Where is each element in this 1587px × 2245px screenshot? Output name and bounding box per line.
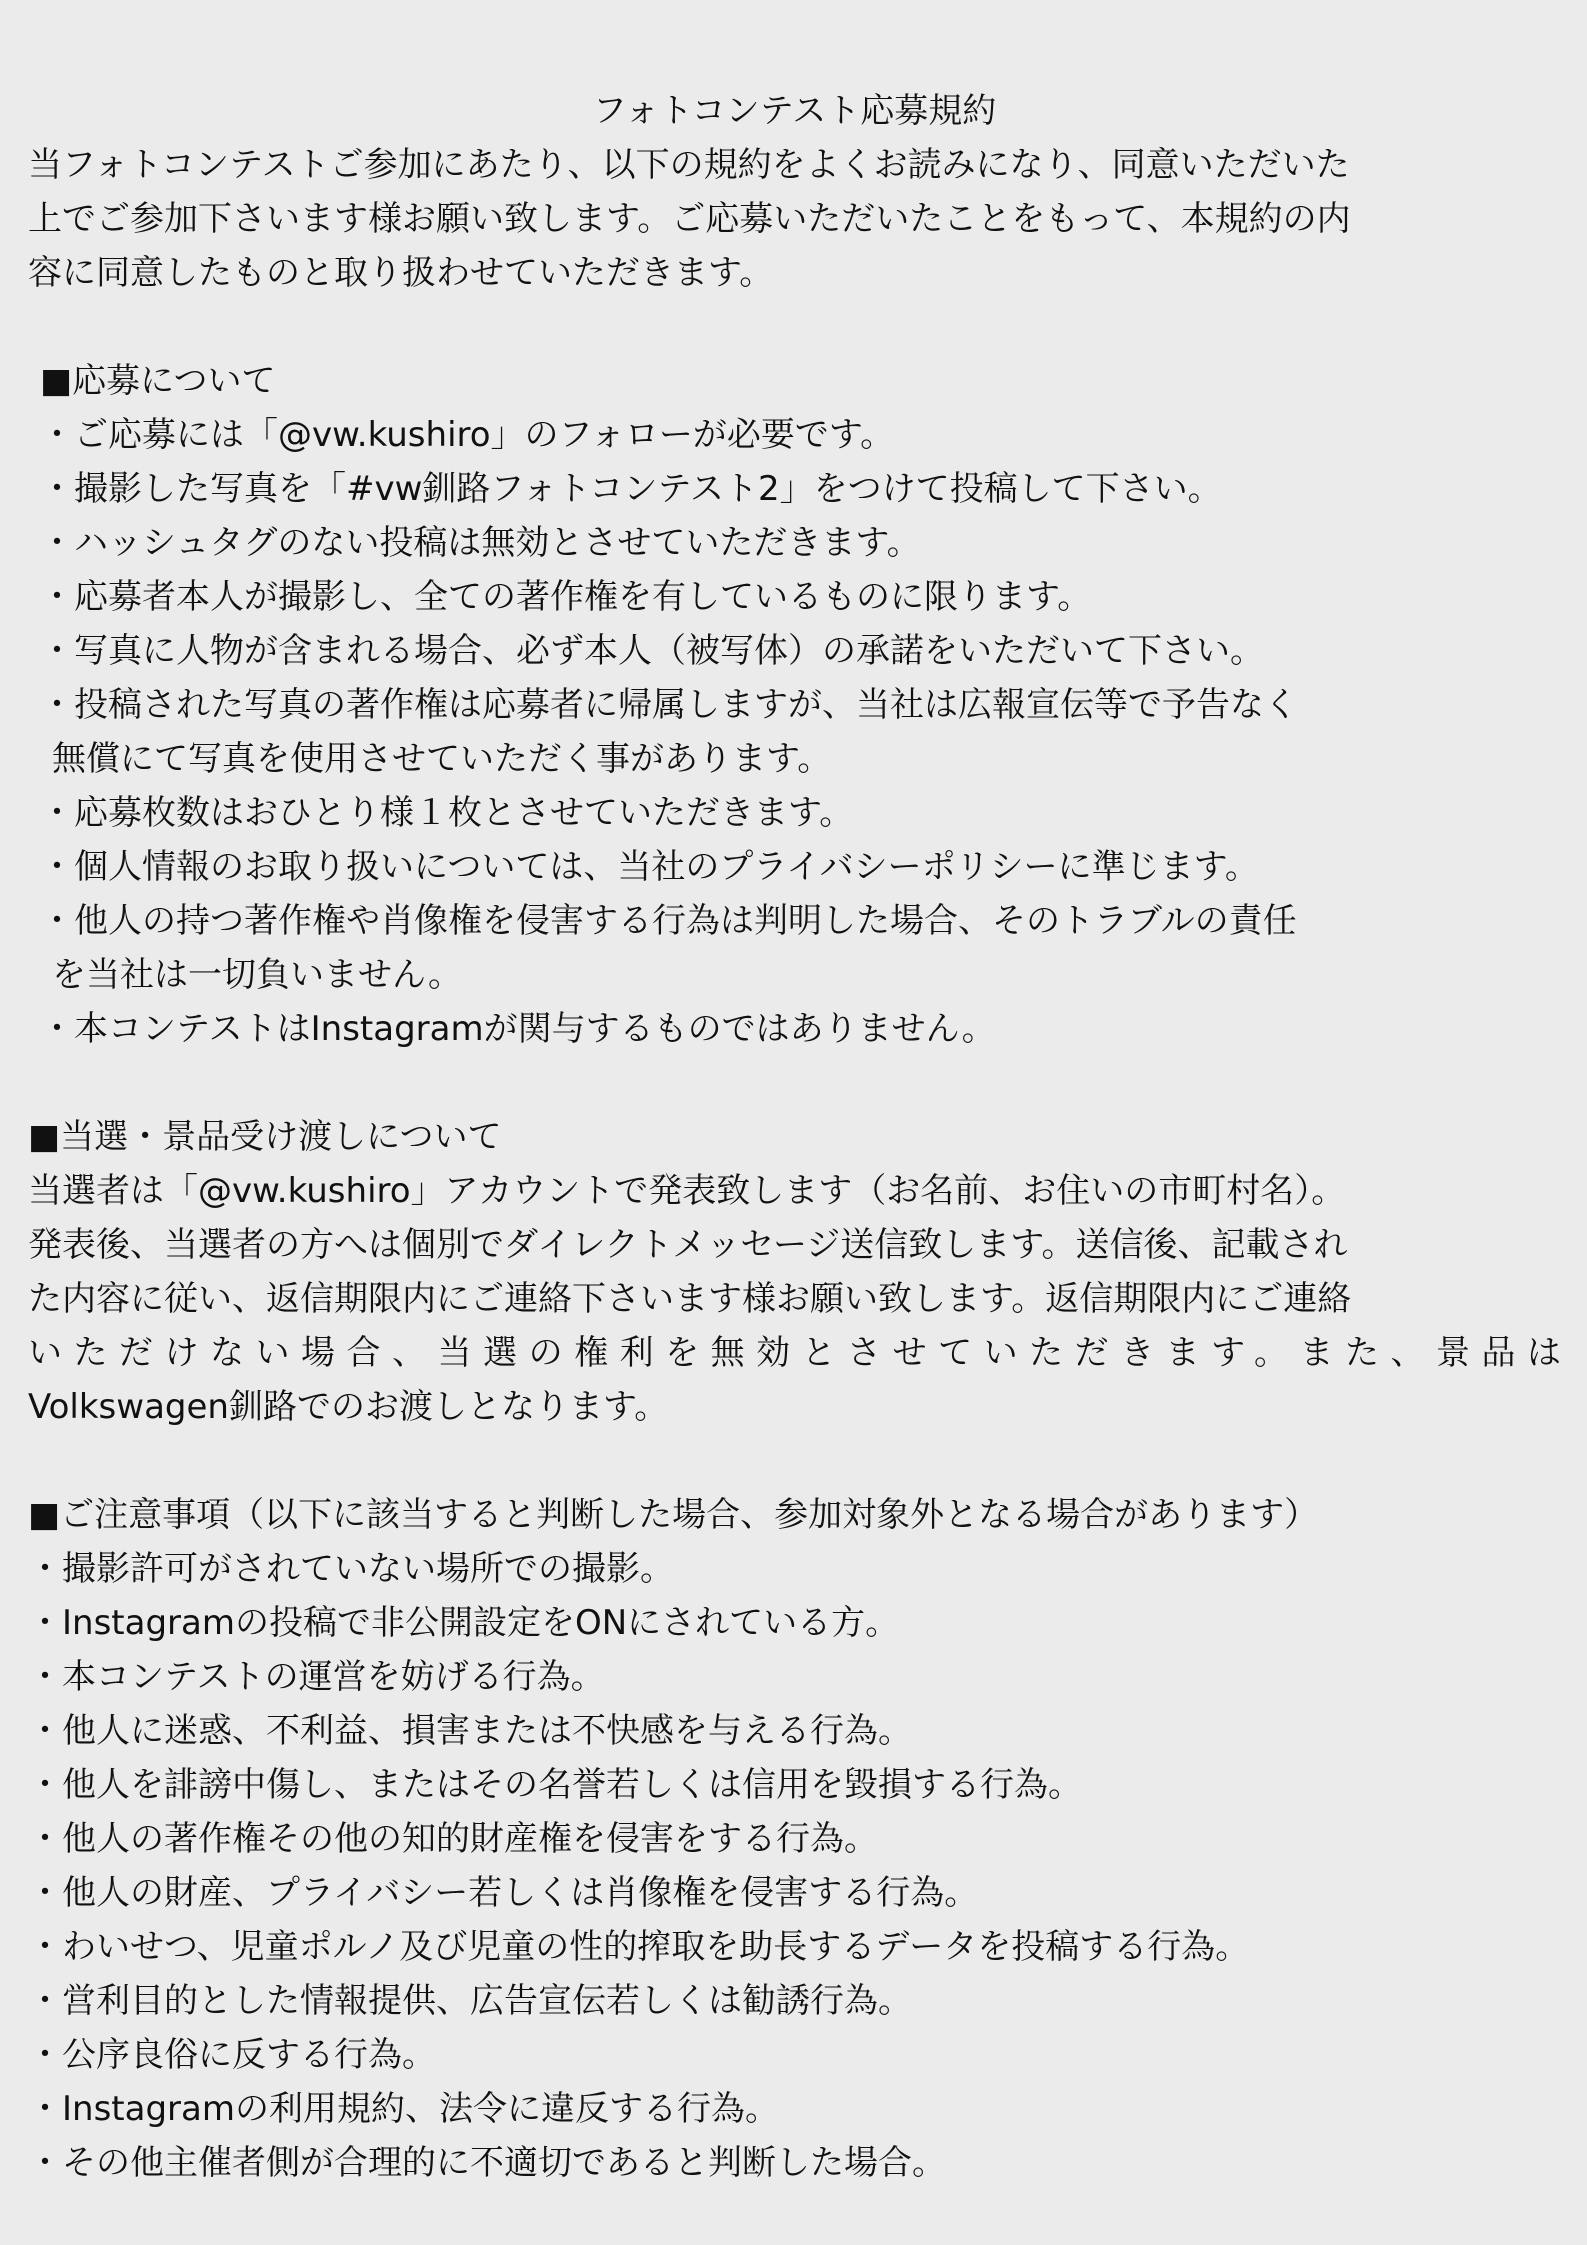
list-item: ・公序良俗に反する行為。 xyxy=(28,2035,436,2075)
section-winner xyxy=(28,1110,1561,1434)
list-item-text: ・ご応募には「@vw.kushiro」のフォローが必要です。 xyxy=(40,415,895,455)
list-item-text: ・ハッシュタグのない投稿は無効とさせていただきます。 xyxy=(40,523,921,563)
spacer xyxy=(28,1056,1561,1110)
list-item-continuation: を当社は一切負いません。 xyxy=(52,955,463,995)
winner-line: 発表後、当選者の方へは個別でダイレクトメッセージ送信致します。送信後、記載され xyxy=(28,1225,1348,1265)
spacer xyxy=(28,300,1561,354)
list-item xyxy=(28,894,1561,1002)
section-heading: ■当選・景品受け渡しについて xyxy=(28,1117,502,1157)
list-item-text: ・応募者本人が撮影し、全ての著作権を有しているものに限ります。 xyxy=(40,577,1092,617)
list-item xyxy=(28,570,1561,624)
list-item: ・その他主催者側が合理的に不適切であると判断した場合。 xyxy=(28,2143,946,2183)
intro-line: 上でご参加下さいます様お願い致します。ご応募いただいたことをもって、本規約の内 xyxy=(28,199,1351,239)
list-item xyxy=(28,408,1561,462)
list-item xyxy=(28,462,1561,516)
list-item xyxy=(28,516,1561,570)
winner-line: Volkswagen釧路でのお渡しとなります。 xyxy=(28,1387,669,1427)
list-item: ・他人を誹謗中傷し、またはその名誉若しくは信用を毀損する行為。 xyxy=(28,1765,1082,1805)
list-item: ・撮影許可がされていない場所での撮影。 xyxy=(28,1549,674,1589)
winner-line: いただけない場合、当選の権利を無効とさせていただきます。また、景品は xyxy=(28,1333,1561,1373)
section-apply xyxy=(28,354,1561,1056)
list-item xyxy=(28,786,1561,840)
winner-paragraph xyxy=(28,1164,1561,1434)
intro-line: 当フォトコンテストご参加にあたり、以下の規約をよくお読みになり、同意いただいた xyxy=(28,145,1350,185)
list-item xyxy=(28,678,1561,786)
list-item-text: ・他人の持つ著作権や肖像権を侵害する行為は判明した場合、そのトラブルの責任 xyxy=(40,901,1297,941)
winner-line: 当選者は「@vw.kushiro」アカウントで発表致します（お名前、お住いの市町村名）。 xyxy=(28,1171,1346,1211)
list-item: ・本コンテストの運営を妨げる行為。 xyxy=(28,1657,605,1697)
section-notes xyxy=(28,1488,1561,2190)
section-heading: ■応募について xyxy=(40,361,276,401)
list-item xyxy=(28,1002,1561,1056)
list-item: ・他人の著作権その他の知的財産権を侵害をする行為。 xyxy=(28,1819,878,1859)
list-item-continuation: 無償にて写真を使用させていただく事があります。 xyxy=(52,739,832,779)
list-item-text: ・個人情報のお取り扱いについては、当社のプライバシーポリシーに準じます。 xyxy=(40,847,1259,887)
list-item-text: ・本コンテストはInstagramが関与するものではありません。 xyxy=(40,1009,996,1049)
list-item: ・他人に迷惑、不利益、損害または不快感を与える行為。 xyxy=(28,1711,912,1751)
list-item: ・Instagramの利用規約、法令に違反する行為。 xyxy=(28,2089,779,2129)
apply-rules-list xyxy=(28,408,1561,1056)
list-item xyxy=(28,624,1561,678)
list-item-text: ・撮影した写真を「#vw釧路フォトコンテスト2」をつけて投稿して下さい。 xyxy=(40,469,1222,509)
list-item: ・わいせつ、児童ポルノ及び児童の性的搾取を助長するデータを投稿する行為。 xyxy=(28,1927,1250,1967)
intro-paragraph xyxy=(28,138,1561,300)
list-item: ・営利目的とした情報提供、広告宣伝若しくは勧誘行為。 xyxy=(28,1981,912,2021)
list-item xyxy=(28,840,1561,894)
list-item: ・Instagramの投稿で非公開設定をONにされている方。 xyxy=(28,1603,900,1643)
intro-line: 容に同意したものと取り扱わせていただきます。 xyxy=(28,253,774,293)
document-title: フォトコンテスト応募規約 xyxy=(592,91,997,131)
list-item-text: ・応募枚数はおひとり様１枚とさせていただきます。 xyxy=(40,793,854,833)
winner-line: た内容に従い、返信期限内にご連絡下さいます様お願い致します。返信期限内にご連絡 xyxy=(28,1279,1352,1319)
list-item: ・他人の財産、プライバシー若しくは肖像権を侵害する行為。 xyxy=(28,1873,979,1913)
list-item-text: ・写真に人物が含まれる場合、必ず本人（被写体）の承諾をいただいて下さい。 xyxy=(40,631,1264,671)
notes-list xyxy=(28,1542,1561,2190)
section-heading: ■ご注意事項（以下に該当すると判断した場合、参加対象外となる場合があります） xyxy=(28,1495,1319,1535)
spacer xyxy=(28,1434,1561,1488)
list-item-text: ・投稿された写真の著作権は応募者に帰属しますが、当社は広報宣伝等で予告なく xyxy=(40,685,1298,725)
